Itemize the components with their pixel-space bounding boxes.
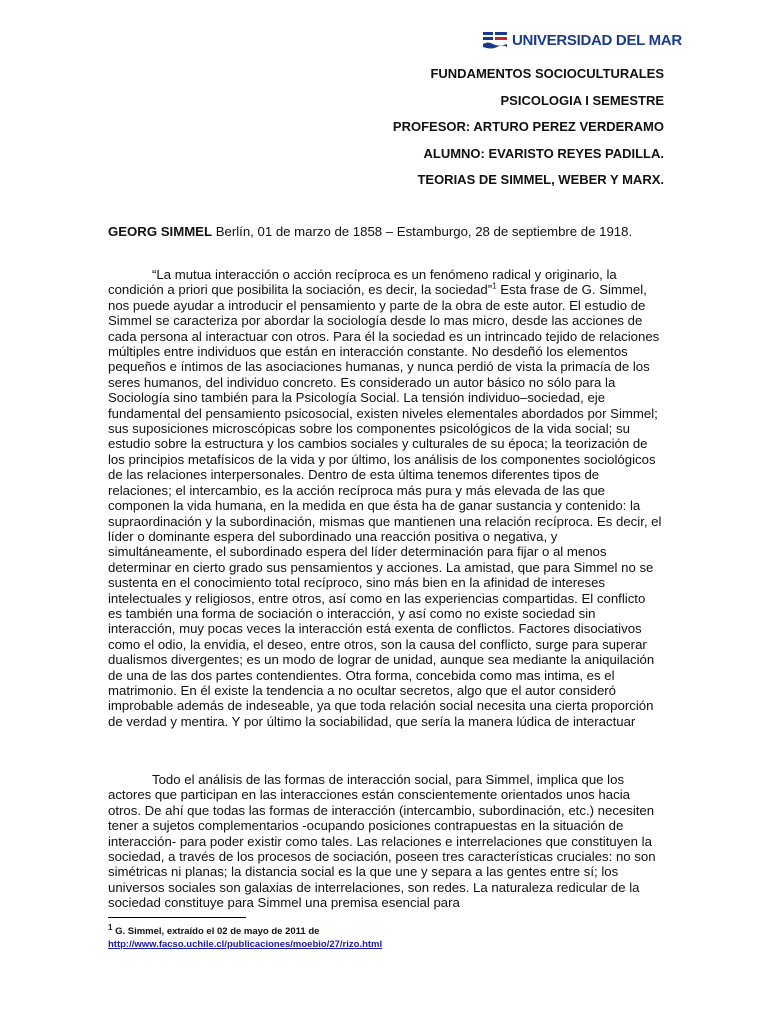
university-name: UNIVERSIDAD DEL MAR	[512, 31, 682, 49]
opening-quote: “La mutua interacción o acción recíproca es un fenómeno radical y originario, la condición a priori que posibilita la sociación, es decir, la sociedad”	[108, 267, 617, 298]
simmel-heading	[108, 224, 662, 239]
course-title: FUNDAMENTOS SOCIOCULTURALES	[430, 66, 664, 81]
student-line: ALUMNO: EVARISTO REYES PADILLA.	[423, 145, 664, 161]
footnote-number: 1	[108, 922, 113, 932]
footnote-link[interactable]: http://www.facso.uchile.cl/publicaciones/moebio/27/rizo.html	[108, 939, 383, 950]
document-header	[300, 66, 664, 199]
footnote-divider	[108, 917, 246, 918]
footnote	[108, 922, 383, 951]
paragraph-analysis	[108, 772, 662, 911]
semester-line: PSICOLOGIA I SEMESTRE	[500, 92, 664, 108]
paragraph-body: Todo el análisis de las formas de interacción social, para Simmel, implica que los actores que participan en las interacciones están conscientemente orientados unos hacia otros. De ahí que todas las formas de interacción (intercambio, subordinación, etc.) necesiten tener a sujetos complementarios -ocupando posiciones contrapuestas en la situación de interacción- para poder existir como tales. Las relaciones e interrelaciones que constituyen la sociedad, a través de los procesos de sociación, poseen tres características cruciales: no son simétricas ni planas; la distancia social es la que une y separa a las gentes entre sí; los universos sociales son galaxias de interrelaciones, son redes. La naturaleza redicular de la sociedad constituye para Simmel una premisa esencial para	[108, 772, 656, 911]
university-emblem-icon	[482, 30, 508, 50]
footnote-text: G. Simmel, extraído el 02 de mayo de 2011 de	[112, 926, 320, 937]
professor-line: PROFESOR: ARTURO PEREZ VERDERAMO	[392, 119, 664, 134]
paragraph-body: Esta frase de G. Simmel, nos puede ayudar a introducir el pensamiento y parte de la obra de este autor. El estudio de Simmel se caracteriza por abordar la sociología desde lo mas micro, desde las acciones de cada persona al interactuar con otros. Para él la sociedad es un intrincado tejido de relaciones múltiples entre individuos que están en interacción constante. No desdeñó los elementos pequeños e íntimos de las asociaciones humanas, y nunca perdió de vista la primacía de los seres humanos, del individuo concreto. Es considerado un autor básico no sólo para la Sociología sino también para la Psicología Social. La tensión individuo–sociedad, eje fundamental del pensamiento psicosocial, existen niveles elementales abordados por Simmel; sus suposiciones microscópicas sobre los componentes psicológicos de la vida social; su estudio sobre la estructura y los cambios sociales y culturales de su época; la teorización de los principios metafísicos de la vida y por último, los análisis de los componentes sociológicos de las relaciones interpersonales. Dentro de esta última tenemos diferentes tipos de relaciones; el intercambio, es la acción recíproca más pura y más elevada de las que componen la vida humana, en la medida en que ésta ha de ganar sustancia y contenido: la supraordinación y la subordinación, mismas que mantienen una relación recíproca. Es decir, el líder o dominante espera del subordinado una reacción positiva o negativa, y simultáneamente, el subordinado espera del líder determinación para fijar o al menos determinar en cierto grado sus pensamientos y acciones. La amistad, que para Simmel no se sustenta en el conocimiento total recíproco, sino más bien en la afinidad de intereses intelectuales y religiosos, entre otros, así como en las experiencias compartidas. El conflicto es también una forma de sociación o interacción, y así como no existe sociedad sin interacción, muy pocas veces la interacción está exenta de conflictos. Factores disociativos como el odio, la envidia, el deseo, entre otros, son la causa del conflicto, surge para superar dualismos divergentes; es un modo de lograr de unidad, aunque sea mediante la aniquilación de una de las dos partes contendientes. Otra forma, concebida como mas intima, es el matrimonio. En él existe la tendencia a no ocultar secretos, algo que el autor consideró improbable además de indeseable, ya que toda relación social necesita una cierta proporción de verdad y mentira. Y por último la sociabilidad, que sería la manera lúdica de interactuar	[108, 282, 662, 729]
university-logo	[482, 30, 682, 50]
paragraph-interaction	[108, 267, 662, 729]
author-name: GEORG SIMMEL	[108, 224, 213, 239]
document-title: TEORIAS DE SIMMEL, WEBER Y MARX.	[417, 172, 664, 187]
footnote-reference[interactable]: 1	[492, 282, 497, 292]
author-dates: Berlín, 01 de marzo de 1858 – Estamburgo, 28 de septiembre de 1918.	[215, 224, 633, 239]
